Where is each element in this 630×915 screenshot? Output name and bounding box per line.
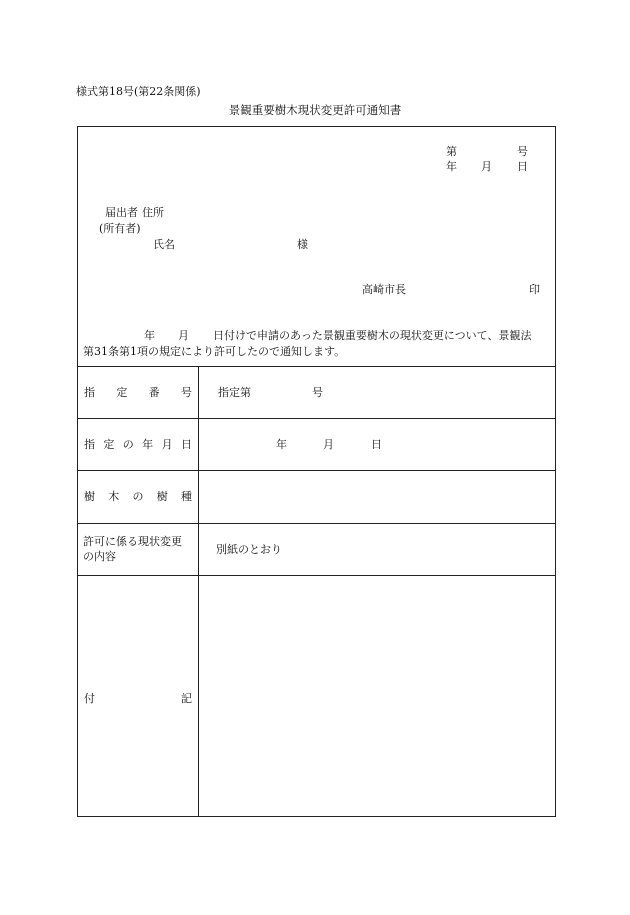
tree-species-label (84, 491, 192, 502)
remarks-label (84, 693, 192, 704)
label-char: 年 (142, 438, 154, 451)
change-content-value: 別紙のとおり (216, 543, 282, 556)
notice-number-suffix: 号 (517, 145, 528, 158)
column-divider (198, 366, 199, 816)
honorific-label: 様 (297, 238, 308, 251)
notice-date-year: 年 (446, 160, 457, 173)
label-char: 月 (161, 438, 173, 451)
address-label: 住所 (142, 206, 164, 219)
label-char: 指 (84, 386, 95, 399)
form-number-label: 様式第18号(第22条関係) (76, 85, 201, 98)
label-char: 記 (181, 692, 192, 705)
label-char: 樹 (156, 490, 168, 503)
notice-date-month: 月 (481, 160, 492, 173)
designation-date-month: 月 (323, 438, 334, 451)
designation-number-prefix: 指定第 (218, 386, 251, 399)
row-divider (78, 523, 555, 524)
row-divider (78, 418, 555, 419)
owner-label: (所有者) (99, 222, 141, 235)
label-char: 号 (180, 386, 192, 399)
label-char: 番 (148, 386, 160, 399)
row-divider (78, 575, 555, 576)
applicant-label: 届出者 (105, 206, 138, 219)
designation-date-day: 日 (371, 438, 382, 451)
row-divider (78, 470, 555, 471)
label-char: 定 (116, 386, 128, 399)
label-char: 付 (84, 692, 95, 705)
issuer-name: 高崎市長 (362, 283, 406, 296)
table-top-rule (78, 366, 555, 367)
label-char: 木 (108, 490, 120, 503)
designation-number-suffix: 号 (312, 386, 323, 399)
change-content-label-line2: の内容 (83, 550, 116, 563)
label-char: 種 (181, 490, 192, 503)
body-year: 年 (144, 329, 155, 342)
label-char: 定 (103, 438, 115, 451)
name-label: 氏名 (153, 238, 175, 251)
designation-date-year: 年 (276, 438, 287, 451)
designation-number-label (84, 387, 192, 398)
body-month: 月 (178, 329, 189, 342)
form-frame (77, 126, 556, 817)
body-text-line1: 日付けで申請のあった景観重要樹木の現状変更について、景観法 (213, 329, 532, 342)
document-title: 景観重要樹木現状変更許可通知書 (228, 103, 402, 117)
notice-number-prefix: 第 (446, 145, 457, 158)
notice-date-day: 日 (517, 160, 528, 173)
seal-mark: 印 (529, 283, 540, 296)
label-char: の (132, 490, 144, 503)
designation-date-label (84, 439, 192, 450)
label-char: 日 (180, 438, 192, 451)
label-char: 指 (84, 438, 95, 451)
body-text-line2: 第31条第1項の規定により許可したので通知します。 (83, 345, 346, 358)
change-content-label-line1: 許可に係る現状変更 (83, 535, 182, 548)
label-char: の (122, 438, 134, 451)
label-char: 樹 (84, 490, 95, 503)
